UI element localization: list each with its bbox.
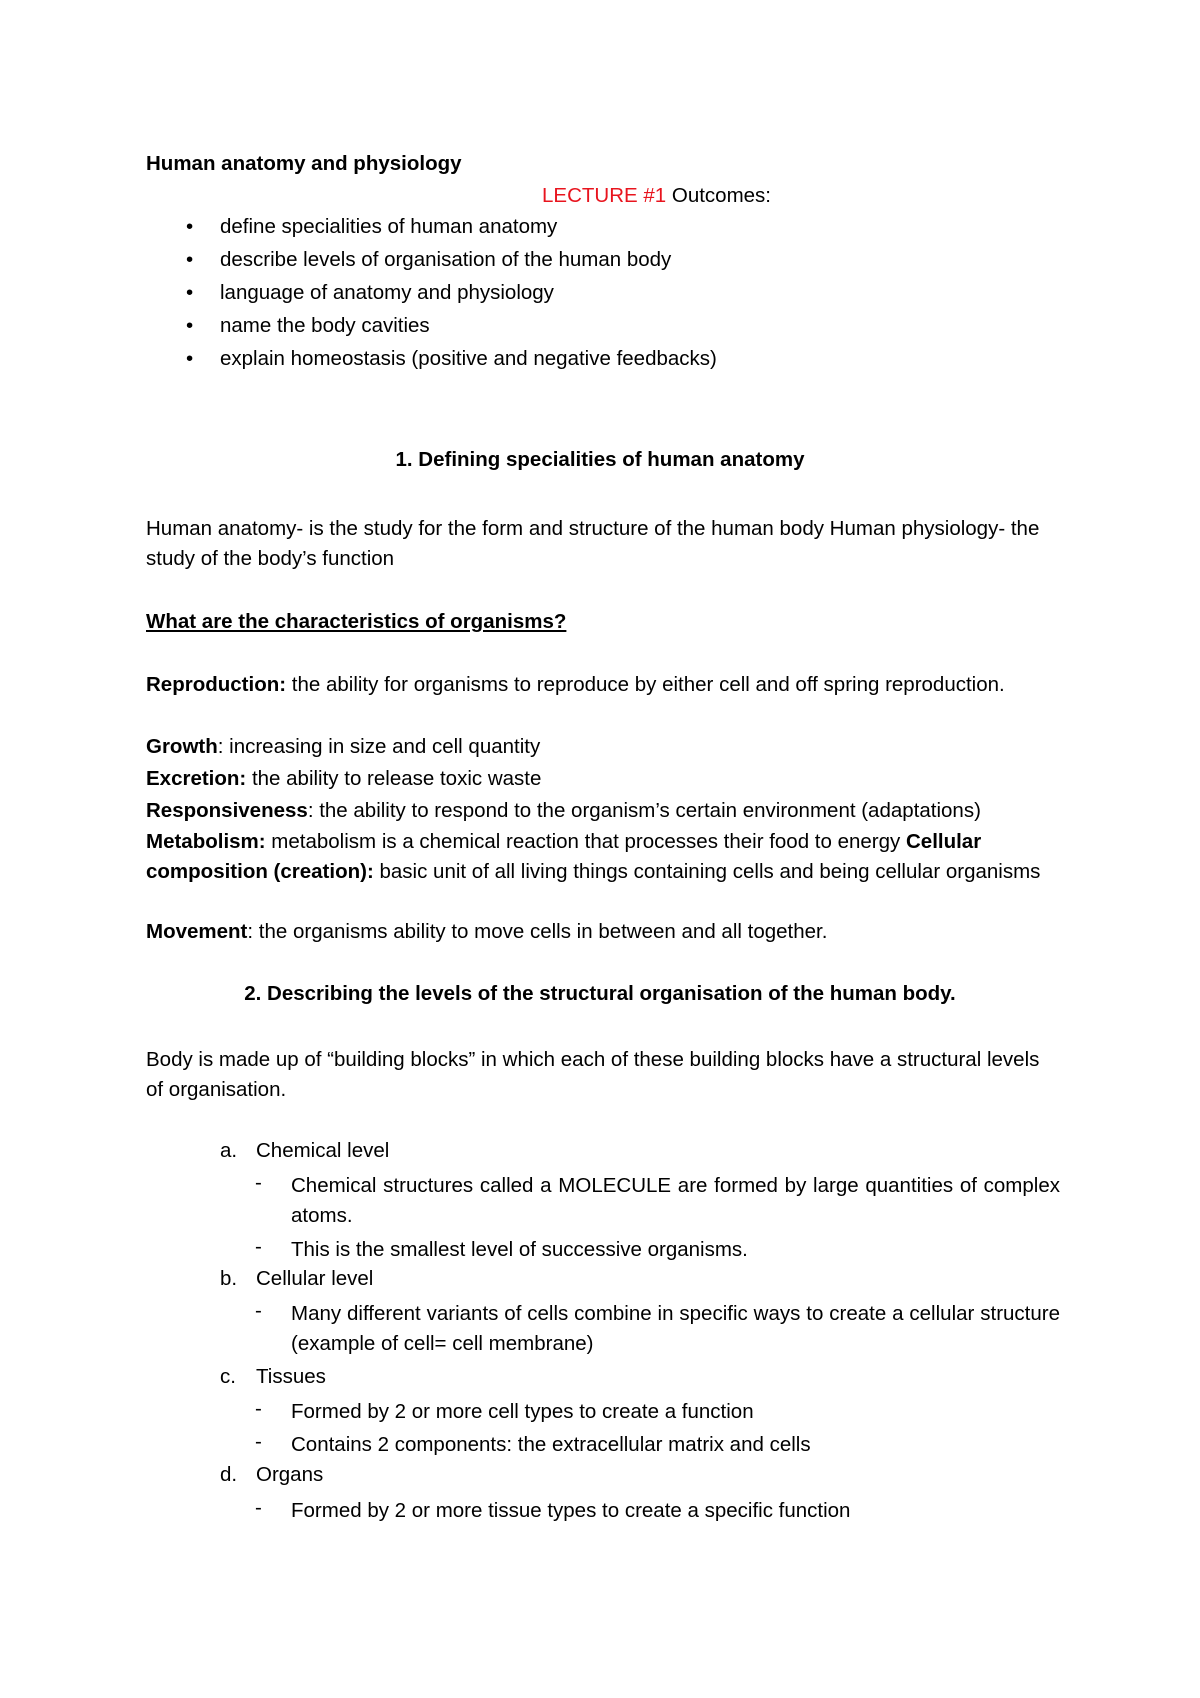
level-title: Tissues [256, 1365, 326, 1388]
term-label: Movement [146, 920, 248, 943]
document-title: Human anatomy and physiology [146, 152, 462, 175]
dash-marker: - [255, 1235, 262, 1258]
characteristics-heading: What are the characteristics of organisms? [146, 610, 567, 633]
level-detail: Formed by 2 or more cell types to create a function [291, 1400, 754, 1423]
characteristic-growth [146, 732, 1058, 762]
term-definition: the ability for organisms to reproduce by either cell and off spring reproduction. [286, 673, 1005, 696]
outcome-text: describe levels of organisation of the human body [220, 248, 672, 271]
outcome-text: name the body cavities [220, 314, 430, 337]
term-definition: the ability to release toxic waste [246, 767, 542, 790]
term-label: Growth [146, 735, 218, 758]
bullet-icon: • [186, 347, 194, 370]
section1-heading: 1. Defining specialities of human anatomy [395, 448, 805, 471]
term-label: Metabolism: [146, 830, 266, 853]
outcomes-label: Outcomes: [671, 184, 772, 207]
section1-intro: Human anatomy- is the study for the form and structure of the human body Human physiology- the study of the body’s function [146, 517, 1040, 570]
term-definition: : the ability to respond to the organism’s certain environment (adaptations) [307, 799, 981, 822]
term-definition: : the organisms ability to move cells in between and all together. [247, 920, 828, 943]
characteristic-responsiveness [146, 796, 1058, 826]
section2-heading: 2. Describing the levels of the structural organisation of the human body. [244, 982, 956, 1005]
bullet-icon: • [186, 281, 194, 304]
term-label: Reproduction: [146, 673, 287, 696]
term-label: Cellular composition (creation): [146, 830, 982, 883]
characteristic-excretion [146, 764, 1058, 794]
characteristic-metabolism [146, 827, 1058, 887]
level-detail: Formed by 2 or more tissue types to create a specific function [291, 1499, 851, 1522]
level-detail: Chemical structures called a MOLECULE are formed by large quantities of complex atoms. [291, 1174, 1060, 1227]
lecture-outcomes-heading [542, 184, 771, 208]
dash-marker: - [255, 1397, 262, 1420]
outcome-text: define specialities of human anatomy [220, 215, 558, 238]
level-letter: a. [220, 1139, 238, 1162]
lecture-label: LECTURE #1 [542, 184, 667, 207]
characteristic-reproduction [146, 670, 1058, 700]
level-title: Organs [256, 1463, 324, 1486]
characteristic-movement [146, 917, 1058, 947]
dash-marker: - [255, 1430, 262, 1453]
level-title: Chemical level [256, 1139, 390, 1162]
term-label: Responsiveness [146, 799, 308, 822]
level-letter: b. [220, 1267, 238, 1290]
term-label: Excretion: [146, 767, 247, 790]
level-detail: Many different variants of cells combine in specific ways to create a cellular structure (example of cell= cell membrane) [291, 1302, 1060, 1355]
outcome-text: explain homeostasis (positive and negative feedbacks) [220, 347, 717, 370]
bullet-icon: • [186, 248, 194, 271]
term-definition: : increasing in size and cell quantity [217, 735, 541, 758]
dash-marker: - [255, 1299, 262, 1322]
dash-marker: - [255, 1496, 262, 1519]
outcome-text: language of anatomy and physiology [220, 281, 554, 304]
term-definition: metabolism is a chemical reaction that processes their food to energy [265, 830, 906, 853]
bullet-icon: • [186, 314, 194, 337]
dash-marker: - [255, 1171, 262, 1194]
term-definition: basic unit of all living things containing cells and being cellular organisms [373, 860, 1041, 883]
level-detail: This is the smallest level of successive organisms. [291, 1238, 748, 1261]
level-letter: d. [220, 1463, 238, 1486]
bullet-icon: • [186, 215, 194, 238]
level-letter: c. [220, 1365, 236, 1388]
level-detail: Contains 2 components: the extracellular matrix and cells [291, 1433, 811, 1456]
level-title: Cellular level [256, 1267, 374, 1290]
section2-intro: Body is made up of “building blocks” in which each of these building blocks have a structural levels of organisation. [146, 1048, 1040, 1101]
